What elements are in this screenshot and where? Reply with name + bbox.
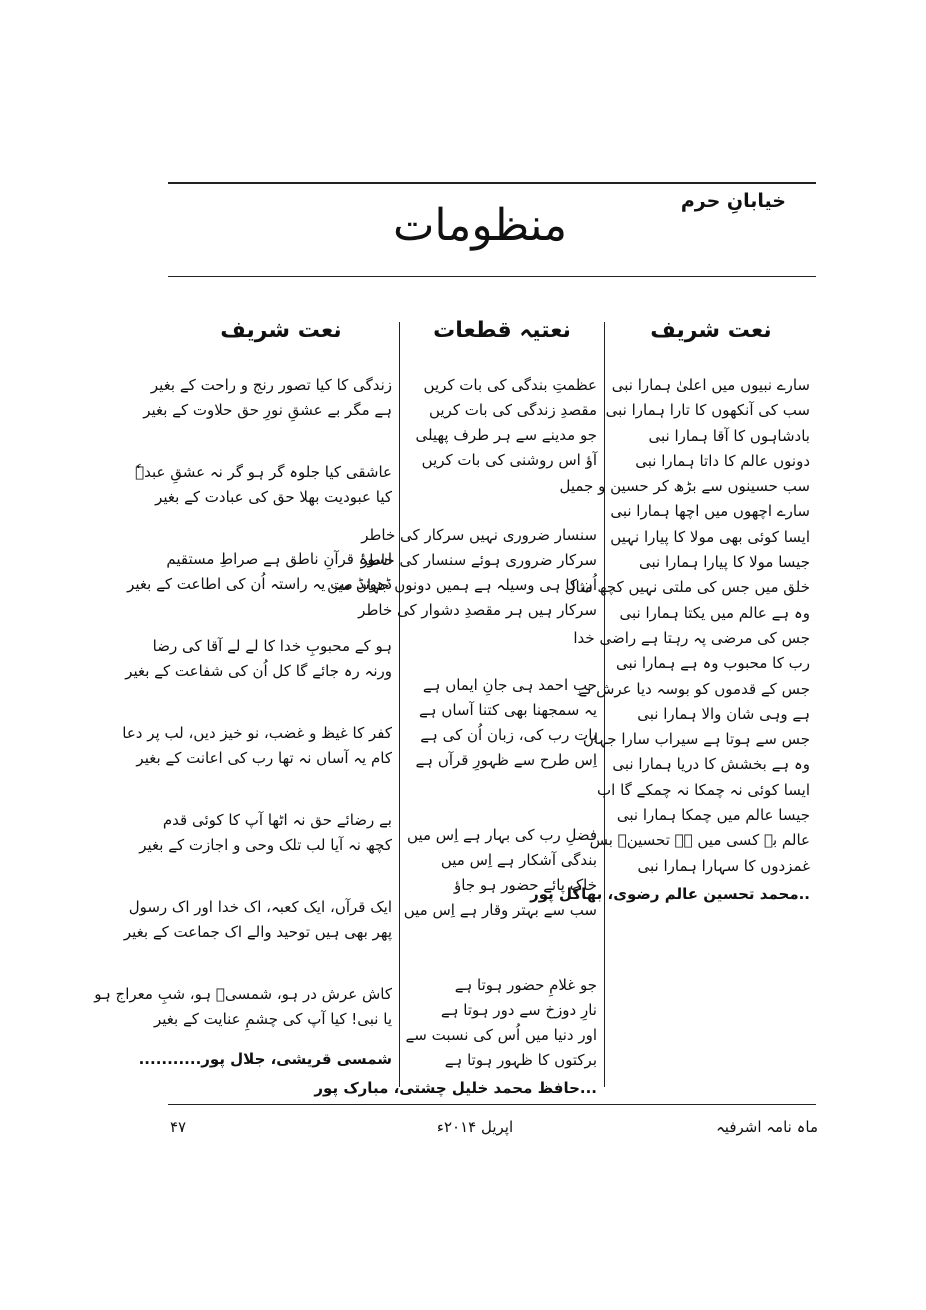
stanza bbox=[123, 895, 392, 945]
page-title: منظومات bbox=[392, 200, 568, 251]
verse-line: بندگی آشکار ہے اِس میں bbox=[440, 851, 597, 869]
verse-line: سب کی آنکھوں کا تارا ہمارا نبی bbox=[605, 401, 810, 420]
stanza bbox=[559, 373, 810, 879]
verse-line: ڈھونڈ مت یہ راستہ اُن کی اطاعت کے بغیر bbox=[127, 575, 392, 593]
stanza bbox=[94, 982, 392, 1032]
column-title: نعت شریف bbox=[220, 318, 342, 343]
verse-line: پھر بھی ہیں توحید والے اک جماعت کے بغیر bbox=[123, 923, 392, 941]
verse-line: ورنہ رہ جائے گا کل اُن کی شفاعت کے بغیر bbox=[125, 662, 392, 680]
title-rule bbox=[168, 276, 816, 277]
stanza bbox=[135, 460, 392, 510]
verse-line: نارِ دوزخ سے دور ہوتا ہے bbox=[440, 1001, 597, 1019]
poet-signature: ...حافظ محمد خلیل چشتی، مبارک پور bbox=[314, 1079, 597, 1097]
verse-line: کام یہ آساں نہ تھا رب کی اعانت کے بغیر bbox=[136, 749, 392, 767]
verse-line: فضلِ رب کی بہار ہے اِس میں bbox=[407, 826, 597, 844]
verse-line: دونوں عالم کا داتا ہمارا نبی bbox=[635, 451, 810, 470]
verse-line: اور دنیا میں اُس کی نسبت سے bbox=[405, 1026, 597, 1044]
stanza bbox=[407, 373, 597, 473]
verse-line: کیا عبودیت بھلا حق کی عبادت کے بغیر bbox=[155, 488, 392, 506]
verse-line: بے رضائے حق نہ اٹھا آپ کا کوئی قدم bbox=[162, 811, 392, 829]
verse-line: مقصدِ زندگی کی بات کریں bbox=[428, 401, 597, 419]
verse-line: ہو کے محبوبِ خدا کا لے لے آقا کی رضا bbox=[152, 637, 392, 655]
verse-line: وہ ہے عالم میں یکتا ہمارا نبی bbox=[619, 603, 810, 622]
verse-line: سنسار ضروری نہیں سرکار کی خاطر bbox=[361, 526, 597, 544]
verse-line: رب کا محبوب وہ ہے ہمارا نبی bbox=[615, 654, 810, 673]
magazine-name: ماہ نامہ اشرفیہ bbox=[716, 1118, 818, 1136]
stanza bbox=[403, 823, 597, 923]
verse-line: ایسا کوئی نہ چمکا نہ چمکے گا اب bbox=[597, 780, 810, 799]
verse-line: ہے مگر بے عشقِ نورِ حق حلاوت کے بغیر bbox=[143, 401, 392, 419]
verse-line: سب سے بہتر وقار ہے اِس میں bbox=[403, 901, 597, 919]
verse-line: عظمتِ بندگی کی بات کریں bbox=[423, 376, 597, 394]
verse-line: عالم بے کسی میں ہے تحسینؔ بس bbox=[589, 831, 810, 850]
verse-line: آؤ اس روشنی کی بات کریں bbox=[421, 451, 597, 469]
poet-signature: شمسی قریشی، جلال پور........... bbox=[138, 1050, 392, 1068]
verse-line: غمزدوں کا سہارا ہمارا نبی bbox=[637, 856, 810, 875]
verse-line: عاشقی کیا جلوہ گر ہو گر نہ عشقِ عبدہٗ bbox=[135, 463, 392, 481]
verse-line: کاش عرش در ہو، شمسیؔ ہو، شبِ معراج ہو bbox=[94, 985, 392, 1003]
page-number: ۴۷ bbox=[170, 1118, 187, 1136]
column-qitaat-middle bbox=[314, 318, 597, 1097]
verse-line: سارے اچھوں میں اچھا ہمارا نبی bbox=[610, 502, 810, 521]
stanza bbox=[407, 673, 597, 773]
stanza bbox=[122, 721, 392, 771]
column-title: نعت شریف bbox=[650, 318, 772, 343]
verse-line: سرکار ضروری ہوئے سنسار کی خاطر bbox=[360, 551, 597, 569]
verse-line: اسوۂ قرآنِ ناطق ہے صراطِ مستقیم bbox=[166, 550, 392, 568]
issue-date: اپریل ۲۰۱۴ء bbox=[436, 1118, 514, 1136]
verse-line: جس کی مرضی پہ رہتا ہے راضی خدا bbox=[573, 628, 810, 647]
top-rule bbox=[168, 182, 816, 184]
stanza bbox=[125, 634, 392, 684]
column-title: نعتیہ قطعات bbox=[433, 318, 571, 343]
stanza bbox=[407, 973, 597, 1073]
column-divider-left bbox=[399, 322, 400, 1087]
verse-line: برکتوں کا ظہور ہوتا ہے bbox=[444, 1051, 597, 1069]
verse-line: اِس طرح سے ظہورِ قرآں ہے bbox=[415, 751, 597, 769]
verse-line: بادشاہوں کا آقا ہمارا نبی bbox=[648, 426, 810, 445]
verse-line: یہ سمجھنا بھی کتنا آساں ہے bbox=[419, 701, 597, 719]
verse-line: ایک قرآں، ایک کعبہ، اک خدا اور اک رسول bbox=[128, 898, 392, 916]
verse-line: جیسا عالم میں چمکا ہمارا نبی bbox=[616, 806, 810, 825]
verse-line: سب حسینوں سے بڑھ کر حسین و جمیل bbox=[559, 477, 810, 496]
stanza bbox=[127, 547, 392, 597]
section-label: خیابانِ حرم bbox=[680, 190, 786, 212]
column-naat-right bbox=[530, 318, 810, 903]
verse-line: کفر کا غیظ و غضب، نو خیز دیں، لب پر دعا bbox=[122, 724, 392, 742]
verse-line: سارے نبیوں میں اعلیٰ ہمارا نبی bbox=[611, 376, 810, 394]
column-divider-right bbox=[604, 322, 605, 1087]
stanza bbox=[143, 373, 392, 423]
poet-signature: ..محمد تحسین عالم رضوی، بھاگل پور bbox=[530, 884, 810, 903]
verse-line: اُن کا ہی وسیلہ ہے ہمیں دونوں جہاں میں bbox=[327, 576, 597, 594]
verse-line: حبِ احمد ہی جانِ ایماں ہے bbox=[422, 676, 597, 694]
verse-line: کچھ نہ آیا لب تلک وحی و اجازت کے بغیر bbox=[139, 836, 392, 854]
verse-line: جو غلامِ حضور ہوتا ہے bbox=[454, 976, 597, 994]
verse-line: جس کے قدموں کو بوسہ دیا عرش نے bbox=[578, 679, 810, 698]
footer-rule bbox=[168, 1104, 816, 1105]
stanza bbox=[327, 523, 597, 623]
verse-line: خاکِ پائے حضور ہو جاؤ bbox=[454, 876, 597, 894]
verse-line: جو مدینے سے ہر طرف پھیلی bbox=[415, 426, 597, 444]
verse-line: سرکار ہیں ہر مقصدِ دشوار کی خاطر bbox=[358, 601, 597, 619]
verse-line: ایسا کوئی بھی مولا کا پیارا نہیں bbox=[610, 527, 810, 546]
verse-line: بات رب کی، زبان اُن کی ہے bbox=[420, 726, 597, 744]
verse-line: زندگی کا کیا تصور رنج و راحت کے بغیر bbox=[150, 376, 392, 394]
column-naat-left bbox=[94, 318, 392, 1068]
verse-line: خلق میں جس کی ملتی نہیں کچھ مثال bbox=[564, 578, 810, 597]
stanza bbox=[139, 808, 392, 858]
verse-line: وہ ہے بخشش کا دریا ہمارا نبی bbox=[612, 755, 810, 774]
verse-line: ہے وہی شان والا ہمارا نبی bbox=[637, 704, 810, 723]
verse-line: جس سے ہوتا ہے سیراب سارا جہاں bbox=[582, 730, 810, 749]
verse-line: جیسا مولا کا پیارا ہمارا نبی bbox=[639, 553, 810, 572]
verse-line: یا نبی! کیا آپ کی چشمِ عنایت کے بغیر bbox=[153, 1010, 392, 1028]
